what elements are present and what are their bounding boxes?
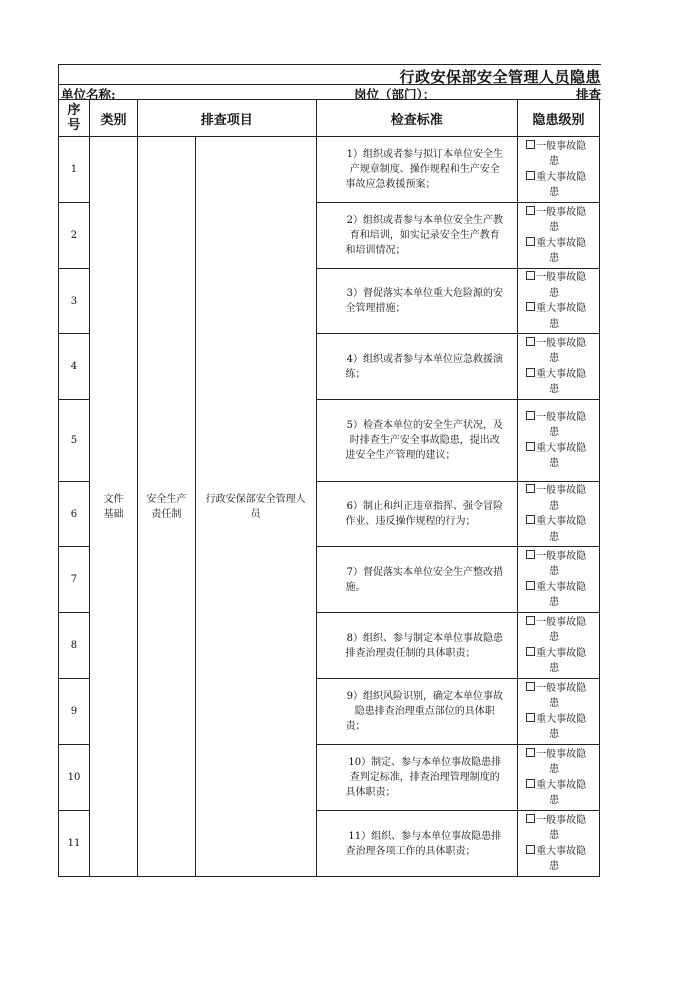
checkbox-icon[interactable] [526,484,535,493]
checkbox-icon[interactable] [526,206,535,215]
option-label: 重大事故隐 [536,713,587,725]
checkbox-icon[interactable] [526,171,535,180]
option-label-wrap: 患 [549,353,560,364]
option-label: 重大事故隐 [536,516,587,527]
general-hazard-option[interactable] [526,410,599,441]
row-seq: 5 [59,400,90,482]
row-level [518,613,600,679]
option-label-wrap: 患 [549,222,560,233]
check-item-primary-cell: 安全生产责任制 [137,137,195,877]
option-label-wrap: 患 [549,597,560,608]
major-hazard-option[interactable] [526,712,599,743]
general-hazard-option[interactable] [526,270,599,301]
option-label: 一般事故隐 [536,206,587,218]
row-level [518,137,600,203]
document-title: 行政安保部安全管理人员隐患 [399,68,601,85]
checkbox-icon[interactable] [526,845,535,854]
row-seq: 9 [59,679,90,745]
checkbox-icon[interactable] [526,411,535,420]
checkbox-icon[interactable] [526,515,535,524]
checkbox-icon[interactable] [526,271,535,280]
option-label-wrap: 患 [549,566,560,577]
header-standard: 检查标准 [316,100,518,137]
general-hazard-option[interactable] [526,813,599,844]
option-label-wrap: 患 [549,830,560,841]
major-hazard-option[interactable] [526,844,599,875]
header-level: 隐患级别 [518,100,600,137]
option-label: 一般事故隐 [536,140,587,152]
option-label-wrap: 患 [549,287,560,299]
row-standard: 4）组织或者参与本单位应急救援演练； [316,334,518,400]
row-seq: 3 [59,269,90,334]
option-label: 一般事故隐 [536,485,587,496]
general-hazard-option[interactable] [526,549,599,580]
row-standard: 1）组织或者参与拟订本单位安全生产规章制度、操作规程和生产安全事故应急救援预案； [316,137,518,203]
general-hazard-option[interactable] [526,336,599,367]
option-label-wrap: 患 [549,318,560,330]
checkbox-icon[interactable] [526,814,535,823]
check-item-secondary-cell: 行政安保部安全管理人员 [195,137,316,877]
option-label-wrap: 患 [549,458,560,469]
major-hazard-option[interactable] [526,367,599,398]
option-label: 一般事故隐 [536,337,587,349]
option-label: 一般事故隐 [536,411,587,423]
option-label: 重大事故隐 [536,581,587,593]
option-label: 重大事故隐 [536,442,587,454]
row-seq: 1 [59,137,90,203]
option-label-wrap: 患 [549,698,560,709]
checkbox-icon[interactable] [526,647,535,656]
row-level [518,679,600,745]
option-label: 一般事故隐 [536,272,587,283]
checkbox-icon[interactable] [526,368,535,377]
option-label: 一般事故隐 [536,748,587,760]
checkbox-icon[interactable] [526,581,535,590]
option-label: 一般事故隐 [536,814,587,826]
option-label-wrap: 患 [549,795,560,806]
major-hazard-option[interactable] [526,778,599,809]
info-row [58,84,601,100]
row-standard: 7）督促落实本单位安全生产整改措施。 [316,547,518,613]
row-standard: 11）组织、参与本单位事故隐患排查治理各项工作的具体职责； [316,811,518,877]
checkbox-icon[interactable] [526,442,535,451]
row-level [518,745,600,811]
row-standard: 8）组织、参与制定本单位事故隐患排查治理责任制的具体职责； [316,613,518,679]
major-hazard-option[interactable] [526,580,599,611]
checkbox-icon[interactable] [526,337,535,346]
header-seq: 序号 [59,100,90,137]
option-label: 重大事故隐 [536,368,587,380]
category-cell: 文件基础 [89,137,137,877]
row-level [518,811,600,877]
checkbox-icon[interactable] [526,302,535,311]
general-hazard-option[interactable] [526,681,599,712]
option-label-wrap: 患 [549,632,560,643]
option-label: 重大事故隐 [536,237,587,249]
general-hazard-option[interactable] [526,139,599,170]
checkbox-icon[interactable] [526,779,535,788]
header-check-item: 排查项目 [137,100,316,137]
checkbox-icon[interactable] [526,616,535,625]
row-seq: 4 [59,334,90,400]
option-label: 重大事故隐 [536,171,587,183]
header-row [59,100,600,137]
row-standard: 10）制定、参与本单位事故隐患排查判定标准，排查治理管理制度的具体职责； [316,745,518,811]
row-standard: 2）组织或者参与本单位安全生产教育和培训，如实记录安全生产教育和培训情况； [316,203,518,269]
option-label-wrap: 患 [549,500,560,512]
row-level [518,400,600,482]
row-level [518,269,600,334]
option-label-wrap: 患 [549,384,560,395]
option-label-wrap: 患 [549,253,560,264]
option-label: 重大事故隐 [536,845,587,857]
option-label: 一般事故隐 [536,616,587,628]
unit-name-label: 单位名称: [61,87,116,100]
row-level [518,482,600,547]
option-label-wrap: 患 [549,187,560,198]
checkbox-icon[interactable] [526,237,535,246]
row-standard: 5）检查本单位的安全生产状况，及时排查生产安全事故隐患，提出改进安全生产管理的建议； [316,400,518,482]
checkbox-icon[interactable] [526,550,535,559]
row-level [518,334,600,400]
table-row [59,137,600,203]
row-level [518,203,600,269]
option-label: 一般事故隐 [536,682,587,694]
major-hazard-option[interactable] [526,170,599,201]
general-hazard-option[interactable] [526,747,599,778]
row-seq: 7 [59,547,90,613]
row-seq: 8 [59,613,90,679]
row-seq: 2 [59,203,90,269]
major-hazard-option[interactable] [526,646,599,677]
post-label: 岗位（部门）： [354,87,436,100]
checkbox-icon[interactable] [526,682,535,691]
option-label-wrap: 患 [549,729,560,740]
checklist-table [58,99,600,877]
general-hazard-option[interactable] [526,615,599,646]
title-row [58,64,601,85]
checkbox-icon[interactable] [526,748,535,757]
major-hazard-option[interactable] [526,236,599,267]
row-standard: 3）督促落实本单位重大危险源的安全管理措施； [316,269,518,334]
row-seq: 10 [59,745,90,811]
major-hazard-option[interactable] [526,301,599,332]
row-level [518,547,600,613]
option-label: 重大事故隐 [536,303,587,314]
checkbox-icon[interactable] [526,713,535,722]
option-label-wrap: 患 [549,861,560,872]
option-label: 重大事故隐 [536,647,587,659]
major-hazard-option[interactable] [526,514,599,545]
option-label: 一般事故隐 [536,550,587,562]
option-label-wrap: 患 [549,764,560,775]
header-category: 类别 [89,100,137,137]
option-label-wrap: 患 [549,663,560,674]
option-label-wrap: 患 [549,427,560,438]
row-standard: 6）制止和纠正违章指挥、强令冒险作业、违反操作规程的行为； [316,482,518,547]
option-label-wrap: 患 [549,156,560,167]
row-standard: 9）组织风险识别，确定本单位事故隐患排查治理重点部位的具体职责； [316,679,518,745]
check-label: 排查 [575,87,601,100]
checkbox-icon[interactable] [526,140,535,149]
row-seq: 11 [59,811,90,877]
general-hazard-option[interactable] [526,205,599,236]
option-label-wrap: 患 [549,531,560,543]
general-hazard-option[interactable] [526,483,599,514]
row-seq: 6 [59,482,90,547]
major-hazard-option[interactable] [526,441,599,472]
option-label: 重大事故隐 [536,779,587,791]
